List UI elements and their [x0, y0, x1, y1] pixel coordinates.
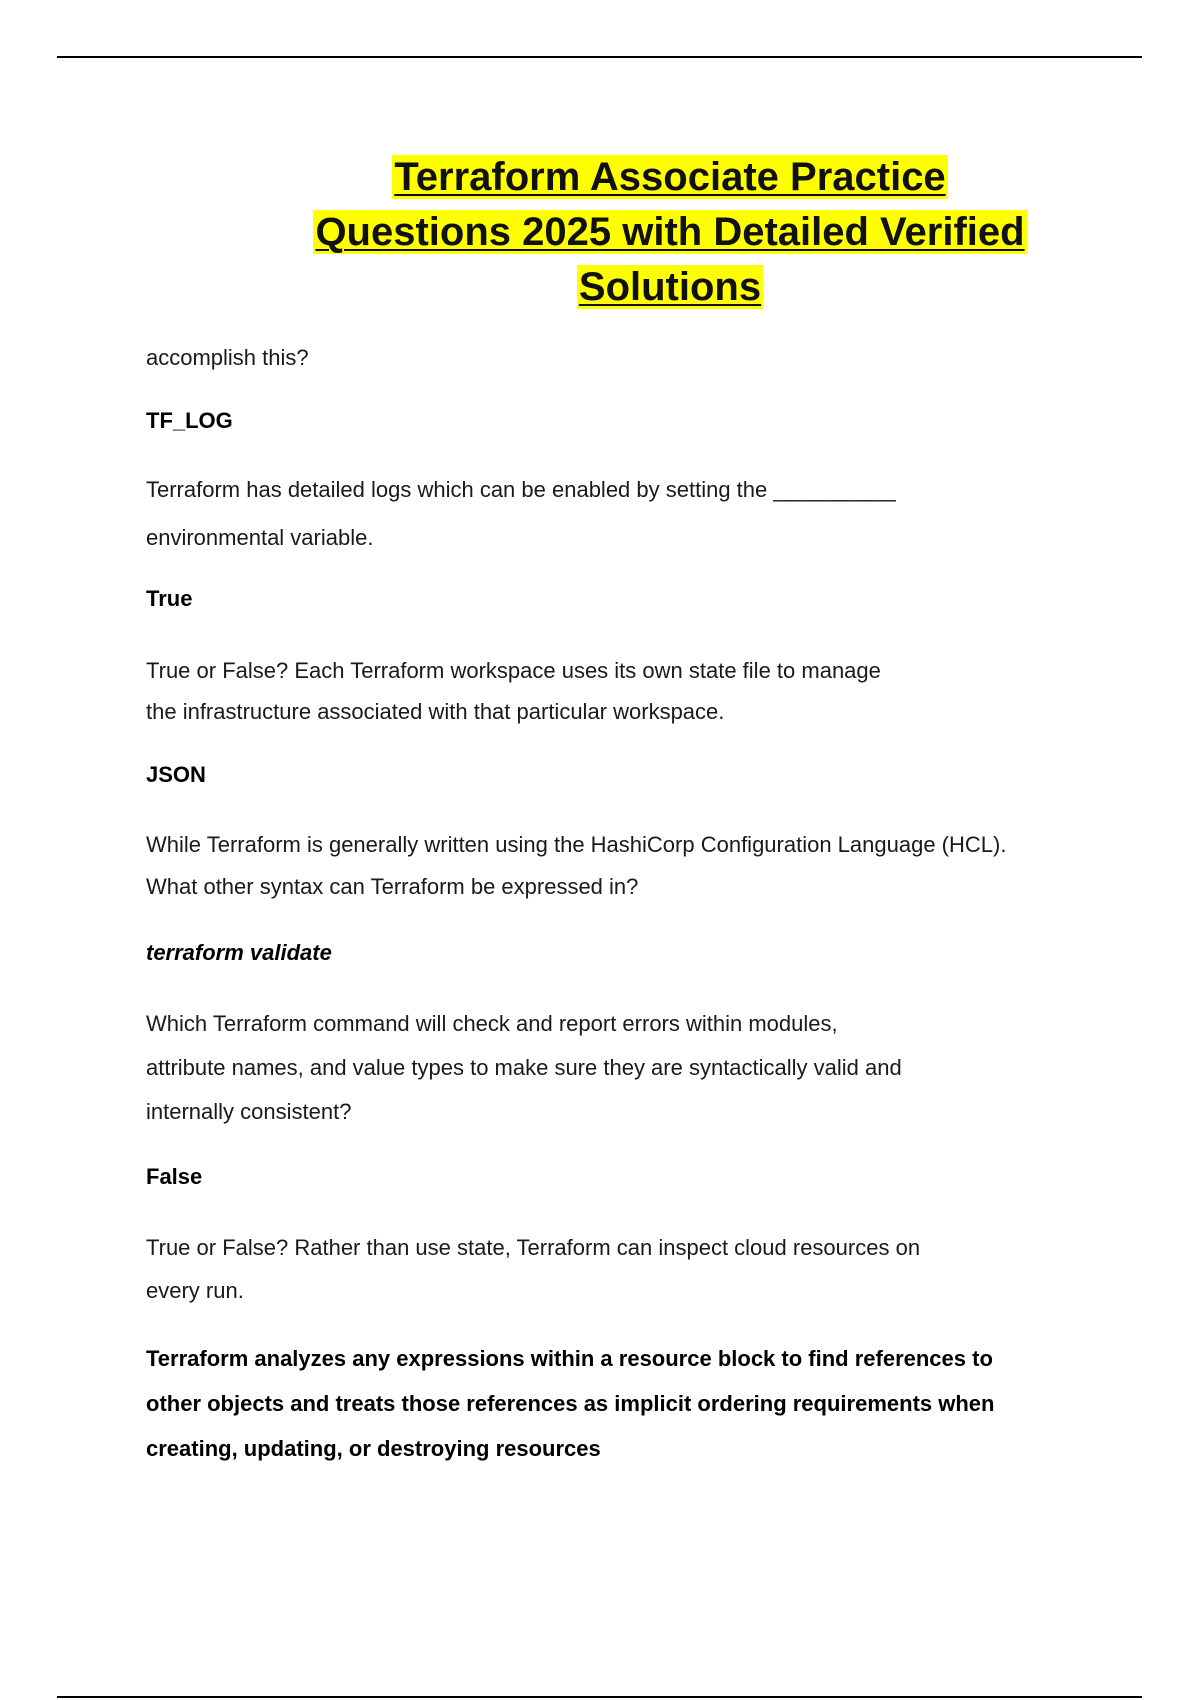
question-line: the infrastructure associated with that particular workspace.	[146, 699, 725, 724]
answer-text: TF_LOG	[146, 408, 233, 433]
question-line: True or False? Each Terraform workspace uses its own state file to manage	[146, 658, 881, 683]
question-text	[146, 824, 1106, 908]
question-line: While Terraform is generally written using the HashiCorp Configuration Language (HCL).	[146, 832, 1007, 857]
question-text	[146, 650, 1106, 732]
question-line: attribute names, and value types to make sure they are syntactically valid and	[146, 1055, 902, 1080]
question-text	[146, 1002, 1106, 1134]
answer-line: creating, updating, or destroying resources	[146, 1436, 601, 1461]
answer-text: True	[146, 586, 193, 611]
question-line: What other syntax can Terraform be expressed in?	[146, 874, 639, 899]
answer-text: JSON	[146, 762, 206, 787]
question-line: Which Terraform command will check and report errors within modules,	[146, 1011, 838, 1036]
answer-line: other objects and treats those references as implicit ordering requirements when	[146, 1391, 995, 1416]
answer-line: Terraform analyzes any expressions within a resource block to find references to	[146, 1346, 993, 1371]
answer-text: False	[146, 1164, 203, 1189]
question-text: accomplish this?	[146, 345, 309, 370]
question-line: Terraform has detailed logs which can be enabled by setting the __________	[146, 477, 896, 502]
question-line: environmental variable.	[146, 525, 374, 550]
question-line: True or False? Rather than use state, Terraform can inspect cloud resources on	[146, 1235, 921, 1260]
question-line: internally consistent?	[146, 1099, 352, 1124]
answer-paragraph	[146, 1336, 1106, 1471]
top-rule	[57, 56, 1142, 58]
question-text	[146, 1226, 1106, 1312]
answer-text: terraform validate	[146, 940, 332, 965]
bottom-rule	[57, 1696, 1142, 1698]
question-line: every run.	[146, 1278, 244, 1303]
title-line-3: Solutions	[578, 265, 762, 309]
title-line-1: Terraform Associate Practice	[394, 155, 946, 199]
title-line-2: Questions 2025 with Detailed Verified	[315, 210, 1025, 254]
document-title	[260, 150, 1080, 315]
question-text	[146, 466, 1106, 562]
